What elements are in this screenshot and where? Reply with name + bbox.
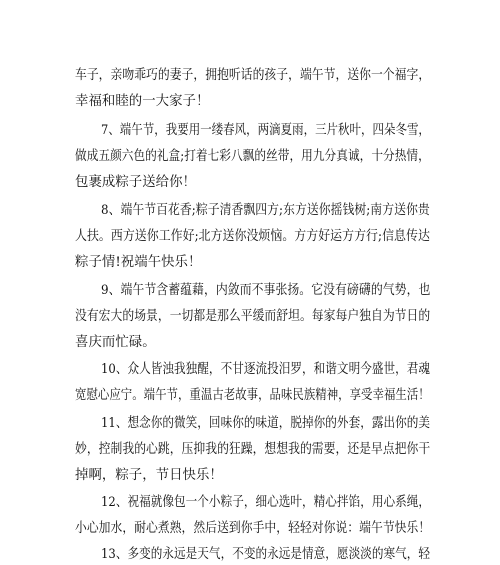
text-line-19: 13、多变的永远是天气，不变的永远是情意，愿淡淡的寒气，轻 [101, 547, 431, 562]
text-line-15: 妙，控制我的心跳，压抑我的狂躁，想想我的需要，还是早点把你干 [75, 442, 431, 457]
text-line-11: 喜庆而忙碌。 [75, 335, 156, 350]
text-line-2: 幸福和睦的一大家子！ [75, 94, 210, 109]
text-line-5: 包裹成粽子送给你！ [75, 175, 196, 190]
text-line-12: 10、众人皆浊我独醒，不甘逐流投汨罗，和谐文明今盛世，君魂 [101, 362, 431, 377]
text-line-14: 11、想念你的微笑，回味你的味道，脱掉你的外套，露出你的美 [101, 416, 431, 431]
text-line-13: 宽慰心应宁。端午节，重温古老故事，品味民族精神，享受幸福生活！ [75, 388, 430, 403]
text-line-3: 7、端午节，我要用一缕春风，两滴夏雨，三片秋叶，四朵冬雪， [101, 123, 430, 138]
text-line-7: 人扶。西方送你工作好;北方送你没烦恼。方方好运方方行;信息传达 [75, 229, 430, 244]
text-line-8: 粽子情!祝端午快乐！ [75, 255, 202, 270]
text-line-10: 没有宏大的场景，一切都是那么平缓而舒坦。每家每户独自为节日的 [75, 309, 431, 324]
text-line-4: 做成五颜六色的礼盒;打着七彩八飘的丝带，用九分真诚，十分热情， [75, 149, 430, 164]
text-line-6: 8、端午节百花香;粽子清香飘四方;东方送你摇钱树;南方送你贵 [101, 203, 430, 218]
text-line-9: 9、端午节含蓄蕴藉，内敛而不事张扬。它没有磅礴的气势，也 [101, 283, 431, 298]
text-line-17: 12、祝福就像包一个小粽子，细心选叶，精心拌馅，用心系绳， [101, 495, 431, 510]
text-line-18: 小心加水，耐心煮熟，然后送到你手中，轻轻对你说：端午节快乐！ [75, 521, 431, 536]
text-line-16: 掉啊，粽子，节日快乐！ [75, 468, 223, 483]
text-line-1: 车子，亲吻乖巧的妻子，拥抱听话的孩子，端午节，送你一个福字， [75, 68, 431, 83]
